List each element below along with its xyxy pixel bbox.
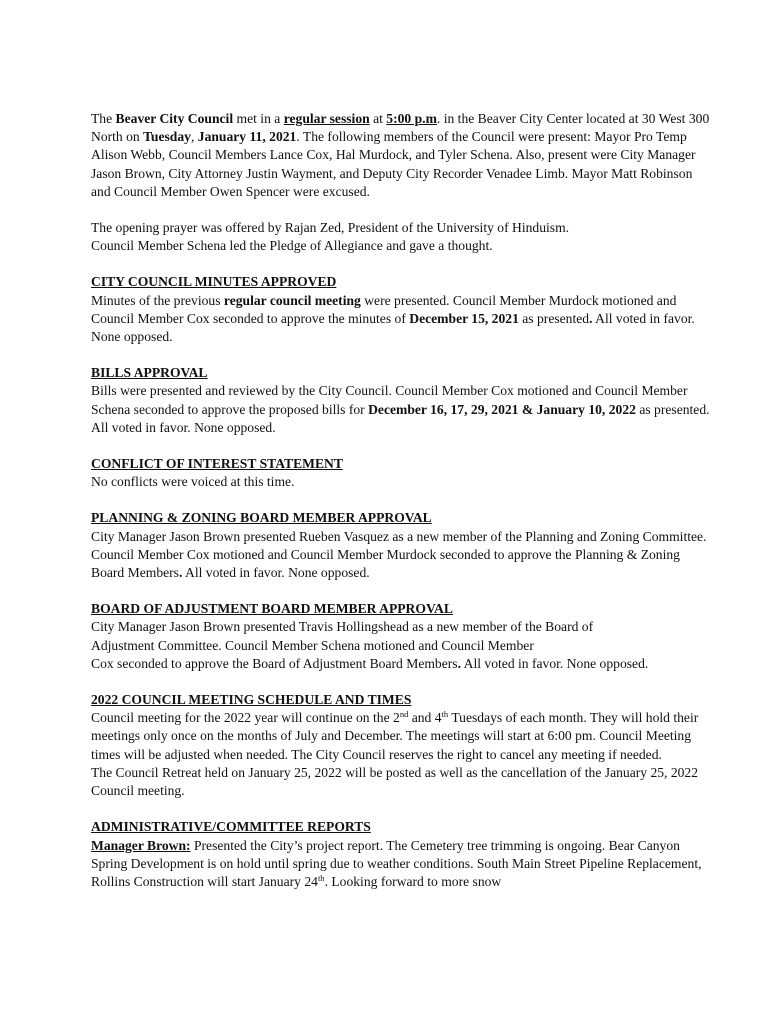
intro-text: The (91, 111, 116, 126)
minutes-text: Minutes of the previous (91, 292, 224, 308)
meeting-day: Tuesday (143, 129, 191, 145)
planning-text: All voted in favor. None opposed. (182, 565, 370, 581)
schedule-text: and 4 (408, 710, 442, 726)
reports-heading: ADMINISTRATIVE/COMMITTEE REPORTS (91, 819, 371, 835)
intro-text: . The following members of the Council were present: Mayor Pro Temp Alison Webb, Council Members Lance Cox, Hal Murdock, and Tyler Schena. Also, present were City Manager Jason Brown, City Attorney Justin Wayment, and Deputy City Recorder Venadee Limb. Mayor Matt Robinson and Council Member Owen Spencer were excused. (91, 129, 696, 199)
meeting-time: 5:00 p.m (386, 111, 437, 126)
intro-text: , (190, 129, 198, 145)
reports-text: . Looking forward to more snow (324, 873, 502, 889)
session-type: regular session (283, 111, 370, 126)
bills-dates: December 16, 17, 29, 2021 & January 10, 2022 (368, 401, 636, 417)
adjustment-paragraph (91, 655, 711, 673)
minutes-heading: CITY COUNCIL MINUTES APPROVED (91, 274, 337, 290)
conflict-heading: CONFLICT OF INTEREST STATEMENT (91, 456, 343, 472)
minutes-text: as presented (518, 310, 590, 326)
planning-paragraph (91, 528, 711, 583)
bills-paragraph (91, 382, 711, 437)
ordinal-suffix: th (317, 872, 325, 883)
adjustment-line-1: City Manager Jason Brown presented Travis Hollingshead as a new member of the Board of (91, 619, 594, 635)
planning-text: City Manager Jason Brown presented Rueben Vasquez as a new member of the Planning and Zoning Committee. Council Member Cox motioned and Council Member Murdock seconded to approve the Planning & Zoning Board Members (91, 528, 707, 581)
intro-text: at (369, 111, 387, 126)
minutes-period: . (589, 310, 593, 326)
intro-paragraph (91, 110, 711, 201)
council-name: Beaver City Council (115, 111, 234, 126)
adjustment-period: . (457, 655, 461, 671)
minutes-text: All voted in favor. None opposed. (91, 310, 695, 345)
meeting-date: January 11, 2021 (197, 129, 297, 145)
planning-period: . (178, 565, 183, 581)
prayer-line-2: Council Member Schena led the Pledge of Allegiance and gave a thought. (91, 238, 493, 254)
schedule-text: Tuesdays of each month. They will hold their meetings only once on the months of July and December. The meetings will start at 6:00 pm. Council Meeting times will be adjusted when needed. The City Council reserves the right to cancel any meeting if needed. (91, 710, 699, 762)
reports-text: Presented the City’s project report. The Cemetery tree trimming is ongoing. Bear Canyon Spring Development is on hold until spring due to weather conditions. South Main Street Pipeline Replacement, Rollins Construction will start January 24 (91, 837, 702, 889)
ordinal-suffix: nd (399, 709, 409, 720)
schedule-heading: 2022 COUNCIL MEETING SCHEDULE AND TIMES (91, 692, 412, 708)
minutes-document (91, 110, 711, 891)
retreat-paragraph: The Council Retreat held on January 25, 2022 will be posted as well as the cancellation of the January 25, 2022 Council meeting. (91, 764, 699, 799)
minutes-meeting-type: regular council meeting (223, 292, 361, 308)
adjustment-line-2: Adjustment Committee. Council Member Schena motioned and Council Member (91, 637, 534, 653)
intro-text: . in the Beaver City Center located at 30 West 300 North on (91, 111, 710, 145)
adjustment-text: All voted in favor. None opposed. (461, 655, 649, 671)
schedule-text: Council meeting for the 2022 year will continue on the 2 (91, 710, 400, 726)
bills-text: as presented. All voted in favor. None opposed. (91, 401, 710, 435)
minutes-date: December 15, 2021 (409, 310, 519, 326)
prayer-line-1: The opening prayer was offered by Rajan Zed, President of the University of Hinduism. (91, 220, 570, 236)
schedule-paragraph (91, 709, 711, 764)
adjustment-text: Cox seconded to approve the Board of Adjustment Board Members (91, 655, 458, 671)
manager-label: Manager Brown: (91, 837, 191, 853)
bills-heading: BILLS APPROVAL (91, 365, 208, 381)
bills-text: Bills were presented and reviewed by the City Council. Council Member Cox motioned and Council Member Schena seconded to approve the proposed bills for (91, 383, 688, 417)
adjustment-heading: BOARD OF ADJUSTMENT BOARD MEMBER APPROVAL (91, 601, 453, 617)
conflict-paragraph: No conflicts were voiced at this time. (91, 474, 295, 490)
minutes-paragraph (91, 292, 711, 347)
planning-heading: PLANNING & ZONING BOARD MEMBER APPROVAL (91, 510, 432, 526)
minutes-text: were presented. Council Member Murdock motioned and Council Member Cox seconded to approve the minutes of (91, 292, 677, 326)
intro-text: met in a (233, 111, 284, 126)
reports-paragraph (91, 837, 711, 892)
ordinal-suffix: th (441, 709, 449, 720)
